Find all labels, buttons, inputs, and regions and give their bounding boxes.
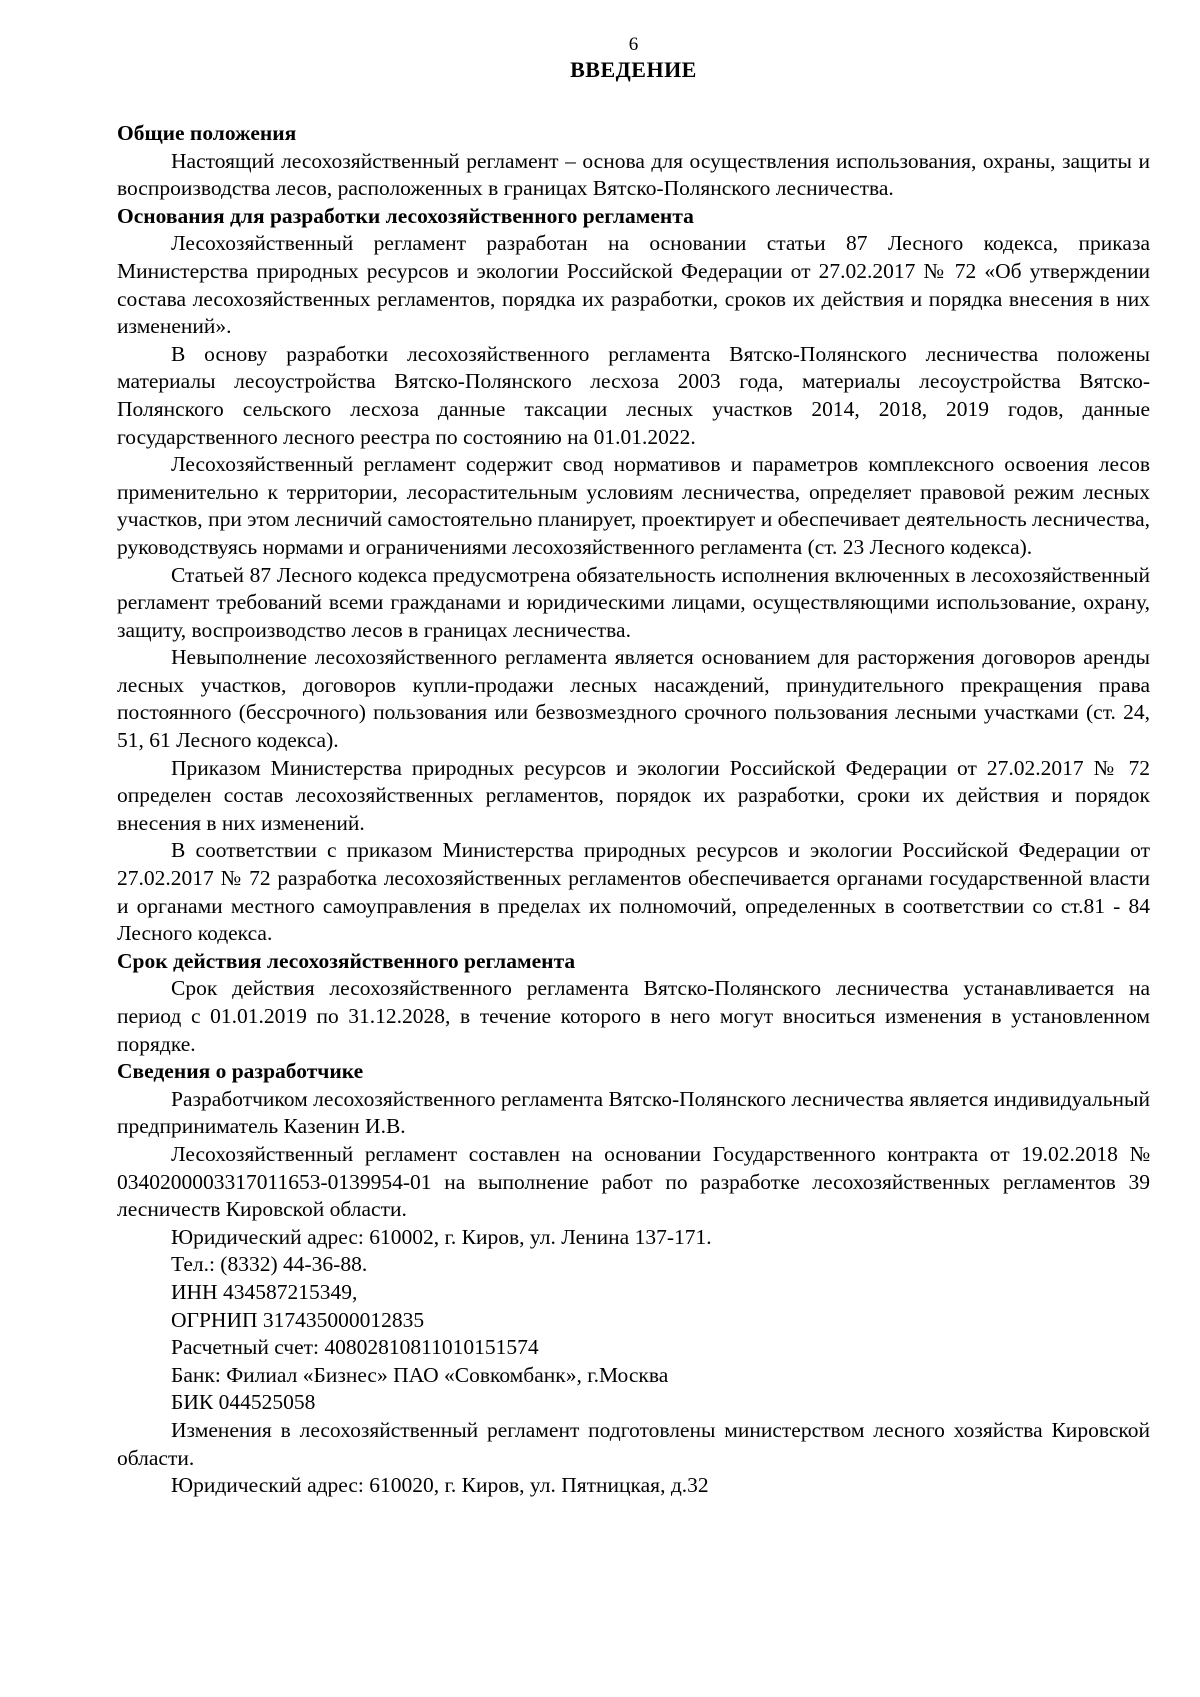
paragraph-basis-5: Невыполнение лесохозяйственного регламента является основанием для расторжения договоров аренды лесных участков, договоров купли-продажи лесных насаждений, принудительного прекращения права постоянного (бессрочного) пользования или безвозмездного срочного пользования лесными участками (ст. 24, 51, 61 Лесного кодекса). — [117, 645, 1150, 753]
paragraph-basis-7: В соответствии с приказом Министерства природных ресурсов и экологии Российской Федерации от 27.02.2017 № 72 разработка лесохозяйственных регламентов обеспечивается органами государственной власти и органами местного самоуправления в пределах их полномочий, определенных в соответствии со ст.81 - 84 Лесного кодекса. — [117, 838, 1150, 946]
page-title: ВВЕДЕНИЕ — [570, 57, 697, 82]
paragraph-basis-2: В основу разработки лесохозяйственного регламента Вятско-Полянского лесничества положены материалы лесоустройства Вятско-Полянского лесхоза 2003 года, материалы лесоустройства Вятско-Полянского сельского лесхоза данные таксации лесных участков 2014, 2018, 2019 годов, данные государственного лесного реестра по состоянию на 01.01.2022. — [117, 341, 1150, 449]
ministry-address: Юридический адрес: 610020, г. Киров, ул. Пятницкая, д.32 — [171, 1473, 709, 1498]
developer-phone: Тел.: (8332) 44-36-88. — [171, 1252, 368, 1277]
paragraph-developer-2: Лесохозяйственный регламент составлен на основании Государственного контракта от 19.02.2018 № 0340200003317011653-0139954-01 на выполнение работ по разработке лесохозяйственных регламентов 39 лесничеств Кировской области. — [117, 1141, 1150, 1222]
paragraph-basis-3: Лесохозяйственный регламент содержит свод нормативов и параметров комплексного освоения лесов применительно к территории, лесорастительным условиям лесничества, определяет правовой режим лесных участков, при этом лесничий самостоятельно планирует, проектирует и обеспечивает деятельность лесничества, руководствуясь нормами и ограничениями лесохозяйственного регламента (ст. 23 Лесного кодекса). — [117, 452, 1150, 559]
paragraph-developer-1: Разработчиком лесохозяйственного регламента Вятско-Полянского лесничества является индивидуальный предприниматель Казенин И.В. — [117, 1086, 1150, 1139]
paragraph-basis-6: Приказом Министерства природных ресурсов и экологии Российской Федерации от 27.02.2017 № 72 определен состав лесохозяйственных регламентов, порядок их разработки, сроки их действия и порядок внесения в них изменений. — [117, 755, 1150, 835]
developer-address: Юридический адрес: 610002, г. Киров, ул. Ленина 137-171. — [171, 1224, 712, 1249]
heading-term: Срок действия лесохозяйственного регламента — [117, 948, 576, 973]
developer-inn: ИНН 434587215349, — [171, 1279, 358, 1304]
heading-basis: Основания для разработки лесохозяйственного регламента — [117, 203, 694, 228]
paragraph-term-1: Срок действия лесохозяйственного регламента Вятско-Полянского лесничества устанавливается на период с 01.01.2019 по 31.12.2028, в течение которого в него могут вноситься изменения в установленном порядке. — [117, 976, 1150, 1056]
document-page — [117, 34, 1150, 1500]
paragraph-basis-4: Статьей 87 Лесного кодекса предусмотрена обязательность исполнения включенных в лесохозяйственный регламент требований всеми гражданами и юридическими лицами, осуществляющими использование, охрану, защиту, воспроизводство лесов в границах лесничества. — [117, 562, 1150, 642]
paragraph-developer-3: Изменения в лесохозяйственный регламент подготовлены министерством лесного хозяйства Кировской области. — [117, 1417, 1150, 1470]
heading-developer: Сведения о разработчике — [117, 1059, 364, 1084]
developer-bik: БИК 044525058 — [171, 1390, 316, 1415]
paragraph-general-1: Настоящий лесохозяйственный регламент – основа для осуществления использования, охраны, защиты и воспроизводства лесов, расположенных в границах Вятско-Полянского лесничества. — [117, 148, 1150, 201]
developer-ogrnip: ОГРНИП 317435000012835 — [171, 1307, 425, 1332]
developer-account: Расчетный счет: 40802810811010151574 — [171, 1335, 539, 1360]
paragraph-basis-1: Лесохозяйственный регламент разработан на основании статьи 87 Лесного кодекса, приказа Министерства природных ресурсов и экологии Российской Федерации от 27.02.2017 № 72 «Об утверждении состава лесохозяйственных регламентов, порядка их разработки, сроков их действия и порядка внесения в них изменений». — [117, 231, 1150, 339]
developer-bank: Банк: Филиал «Бизнес» ПАО «Совкомбанк», г.Москва — [171, 1362, 669, 1387]
heading-general: Общие положения — [117, 121, 297, 145]
page-number: 6 — [628, 34, 639, 55]
